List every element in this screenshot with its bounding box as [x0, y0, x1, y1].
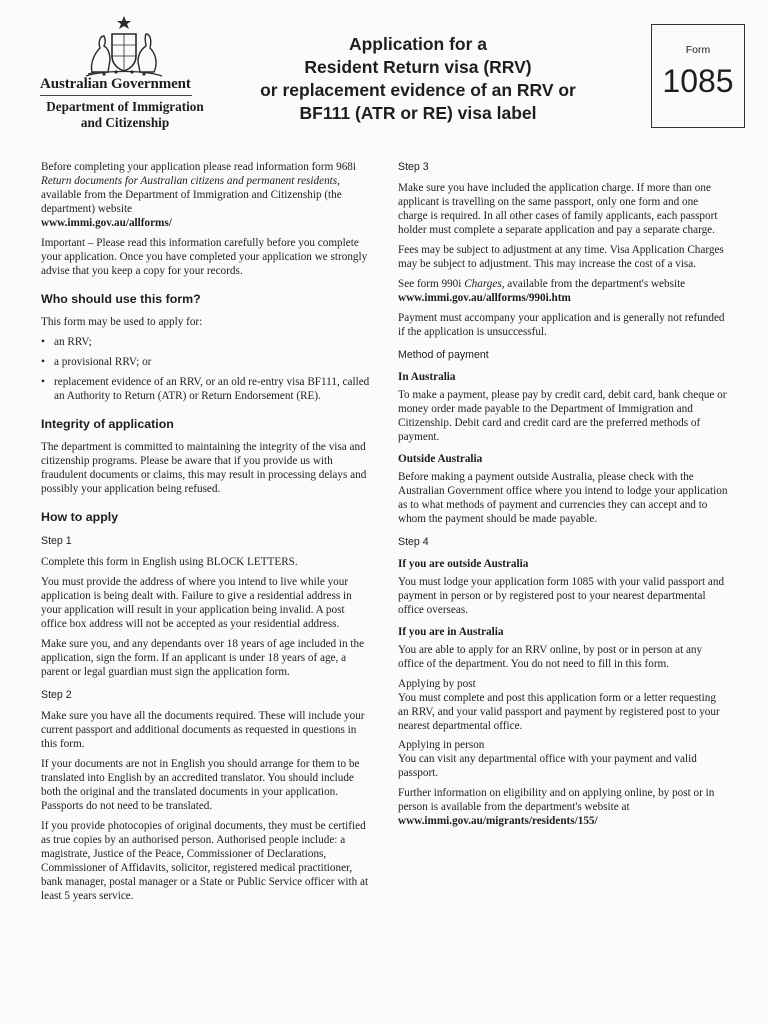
step-3-paragraph: See form 990i Charges, available from the department's website www.immi.gov.au/allforms/990i.htm — [398, 278, 686, 304]
applying-in-person: Applying in person You can visit any departmental office with your payment and valid passport. — [398, 739, 697, 779]
who-heading: Who should use this form? — [41, 292, 201, 306]
government-name: Australian Government — [40, 76, 191, 92]
step-3-heading: Step 3 — [398, 161, 429, 173]
outside-australia-text: Before making a payment outside Australia, please check with the Australian Government office where you intend to lodge your application as to what methods of payment and currencies they can accept and to whom the payment should be made payable. — [398, 471, 728, 525]
step-1-paragraph: Complete this form in English using BLOCK LETTERS. — [41, 556, 298, 568]
step-1-paragraph: Make sure you, and any dependants over 18 years of age included in the application, sign the form. If an applicant is under 18 years of age, a parent or legal guardian must sign the application form. — [41, 638, 365, 678]
right-column — [398, 161, 728, 834]
step-2-paragraph: If you provide photocopies of original documents, they must be certified as true copies by an authorised person. Authorised people include: a magistrate, Justice of the Peace, Commissioner of Declarations, Commissioner of Affidavits, solicitor, registered medical practitioner, bank manager, postal manager or a State or Public Service officer with at least 5 years service. — [41, 820, 369, 902]
step-1-paragraph: You must provide the address of where you intend to live while your application is being dealt with. Failure to give a residential address in your application will result in your application being invalid. A post office box address will not be accepted as your residential address. — [41, 576, 352, 630]
step-2-paragraph: If your documents are not in English you should arrange for them to be translated into English by an accredited translator. You should include both the original and the translated documents in your application. Passports do not need to be translated. — [41, 758, 360, 812]
department-name — [40, 99, 210, 131]
title-line: or replacement evidence of an RRV or — [260, 80, 576, 100]
step-2-paragraph: Make sure you have all the documents required. These will include your current passport and additional documents as requested in questions in this form. — [41, 710, 365, 750]
who-list — [41, 335, 371, 403]
title-line: Application for a — [348, 34, 488, 54]
page-title — [240, 33, 596, 125]
charges-link[interactable]: www.immi.gov.au/allforms/990i.htm — [398, 292, 571, 304]
applying-by-post: Applying by post You must complete and post this application form or a letter requesting an RRV, and your valid passport and payment by registered post to your nearest departmental office. — [398, 678, 720, 732]
if-inside-text: You are able to apply for an RRV online, by post or in person at any office of the department. You do not need to fill in this form. — [398, 644, 703, 670]
step-3-paragraph: Make sure you have included the application charge. If more than one applicant is travelling on the same passport, only one form and one charge is required. In all other cases of family applicants, each passport holder must complete a separate application and pay a separate charge. — [398, 182, 718, 236]
step-3-paragraph: Fees may be subject to adjustment at any time. Visa Application Charges may be subject to adjustment. This may increase the cost of a visa. — [398, 244, 724, 270]
coat-of-arms-icon — [74, 14, 174, 78]
method-of-payment-heading: Method of payment — [398, 349, 489, 361]
form-number-box — [651, 24, 745, 128]
step-2-heading: Step 2 — [41, 689, 72, 701]
step-3-paragraph: Payment must accompany your application and is generally not refunded if the application is unsuccessful. — [398, 312, 725, 338]
integrity-text: The department is committed to maintaining the integrity of the visa and citizenship programs. Please be aware that if you provide us with fraudulent documents or claims, this may result in processing delays and possibly your application being refused. — [41, 441, 367, 495]
form-label: Form — [685, 44, 711, 56]
intro-paragraph: Before completing your application please read information form 968i Return documents for Australian citizens and permanent residents, available from the Department of Immigration and Citizenship (the department) website www.immi.gov.au/allforms/ — [41, 161, 357, 229]
residents-link[interactable]: www.immi.gov.au/migrants/residents/155/ — [398, 815, 598, 827]
if-outside-heading: If you are outside Australia — [398, 558, 529, 570]
outside-australia-heading: Outside Australia — [398, 453, 483, 465]
step-4-heading: Step 4 — [398, 536, 429, 548]
list-item: • a provisional RRV; or — [41, 355, 371, 369]
further-info: Further information on eligibility and on applying online, by post or in person is available from the department's website at www.immi.gov.au/migrants/residents/155/ — [398, 787, 715, 827]
left-column — [41, 160, 371, 909]
title-line: BF111 (ATR or RE) visa label — [299, 103, 537, 123]
if-outside-text: You must lodge your application form 1085 with your valid passport and payment in person or by registered post to your nearest departmental office overseas. — [398, 576, 725, 616]
how-to-apply-heading: How to apply — [41, 510, 119, 524]
in-australia-heading: In Australia — [398, 371, 456, 383]
department-line: and Citizenship — [80, 115, 170, 130]
allforms-link[interactable]: www.immi.gov.au/allforms/ — [41, 217, 172, 229]
department-line: Department of Immigration — [46, 99, 204, 114]
form-number: 1085 — [662, 63, 734, 99]
in-australia-text: To make a payment, please pay by credit card, debit card, bank cheque or money order made payable to the Department of Immigration and Citizenship. Debit card and credit card are the preferred methods of payment. — [398, 389, 727, 443]
divider — [40, 95, 192, 96]
title-line: Resident Return visa (RRV) — [304, 57, 532, 77]
integrity-heading: Integrity of application — [41, 417, 174, 431]
list-item: • an RRV; — [41, 335, 371, 349]
list-item: • replacement evidence of an RRV, or an old re-entry visa BF111, called an Authority to Return (ATR) or Return Endorsement (RE). — [41, 375, 371, 403]
step-1-heading: Step 1 — [41, 535, 72, 547]
if-inside-heading: If you are in Australia — [398, 626, 504, 638]
important-paragraph: Important – Please read this information carefully before you complete your application. Once you have completed your application we strongly advise that you keep a copy for your records. — [41, 237, 368, 277]
who-text: This form may be used to apply for: — [41, 316, 203, 328]
